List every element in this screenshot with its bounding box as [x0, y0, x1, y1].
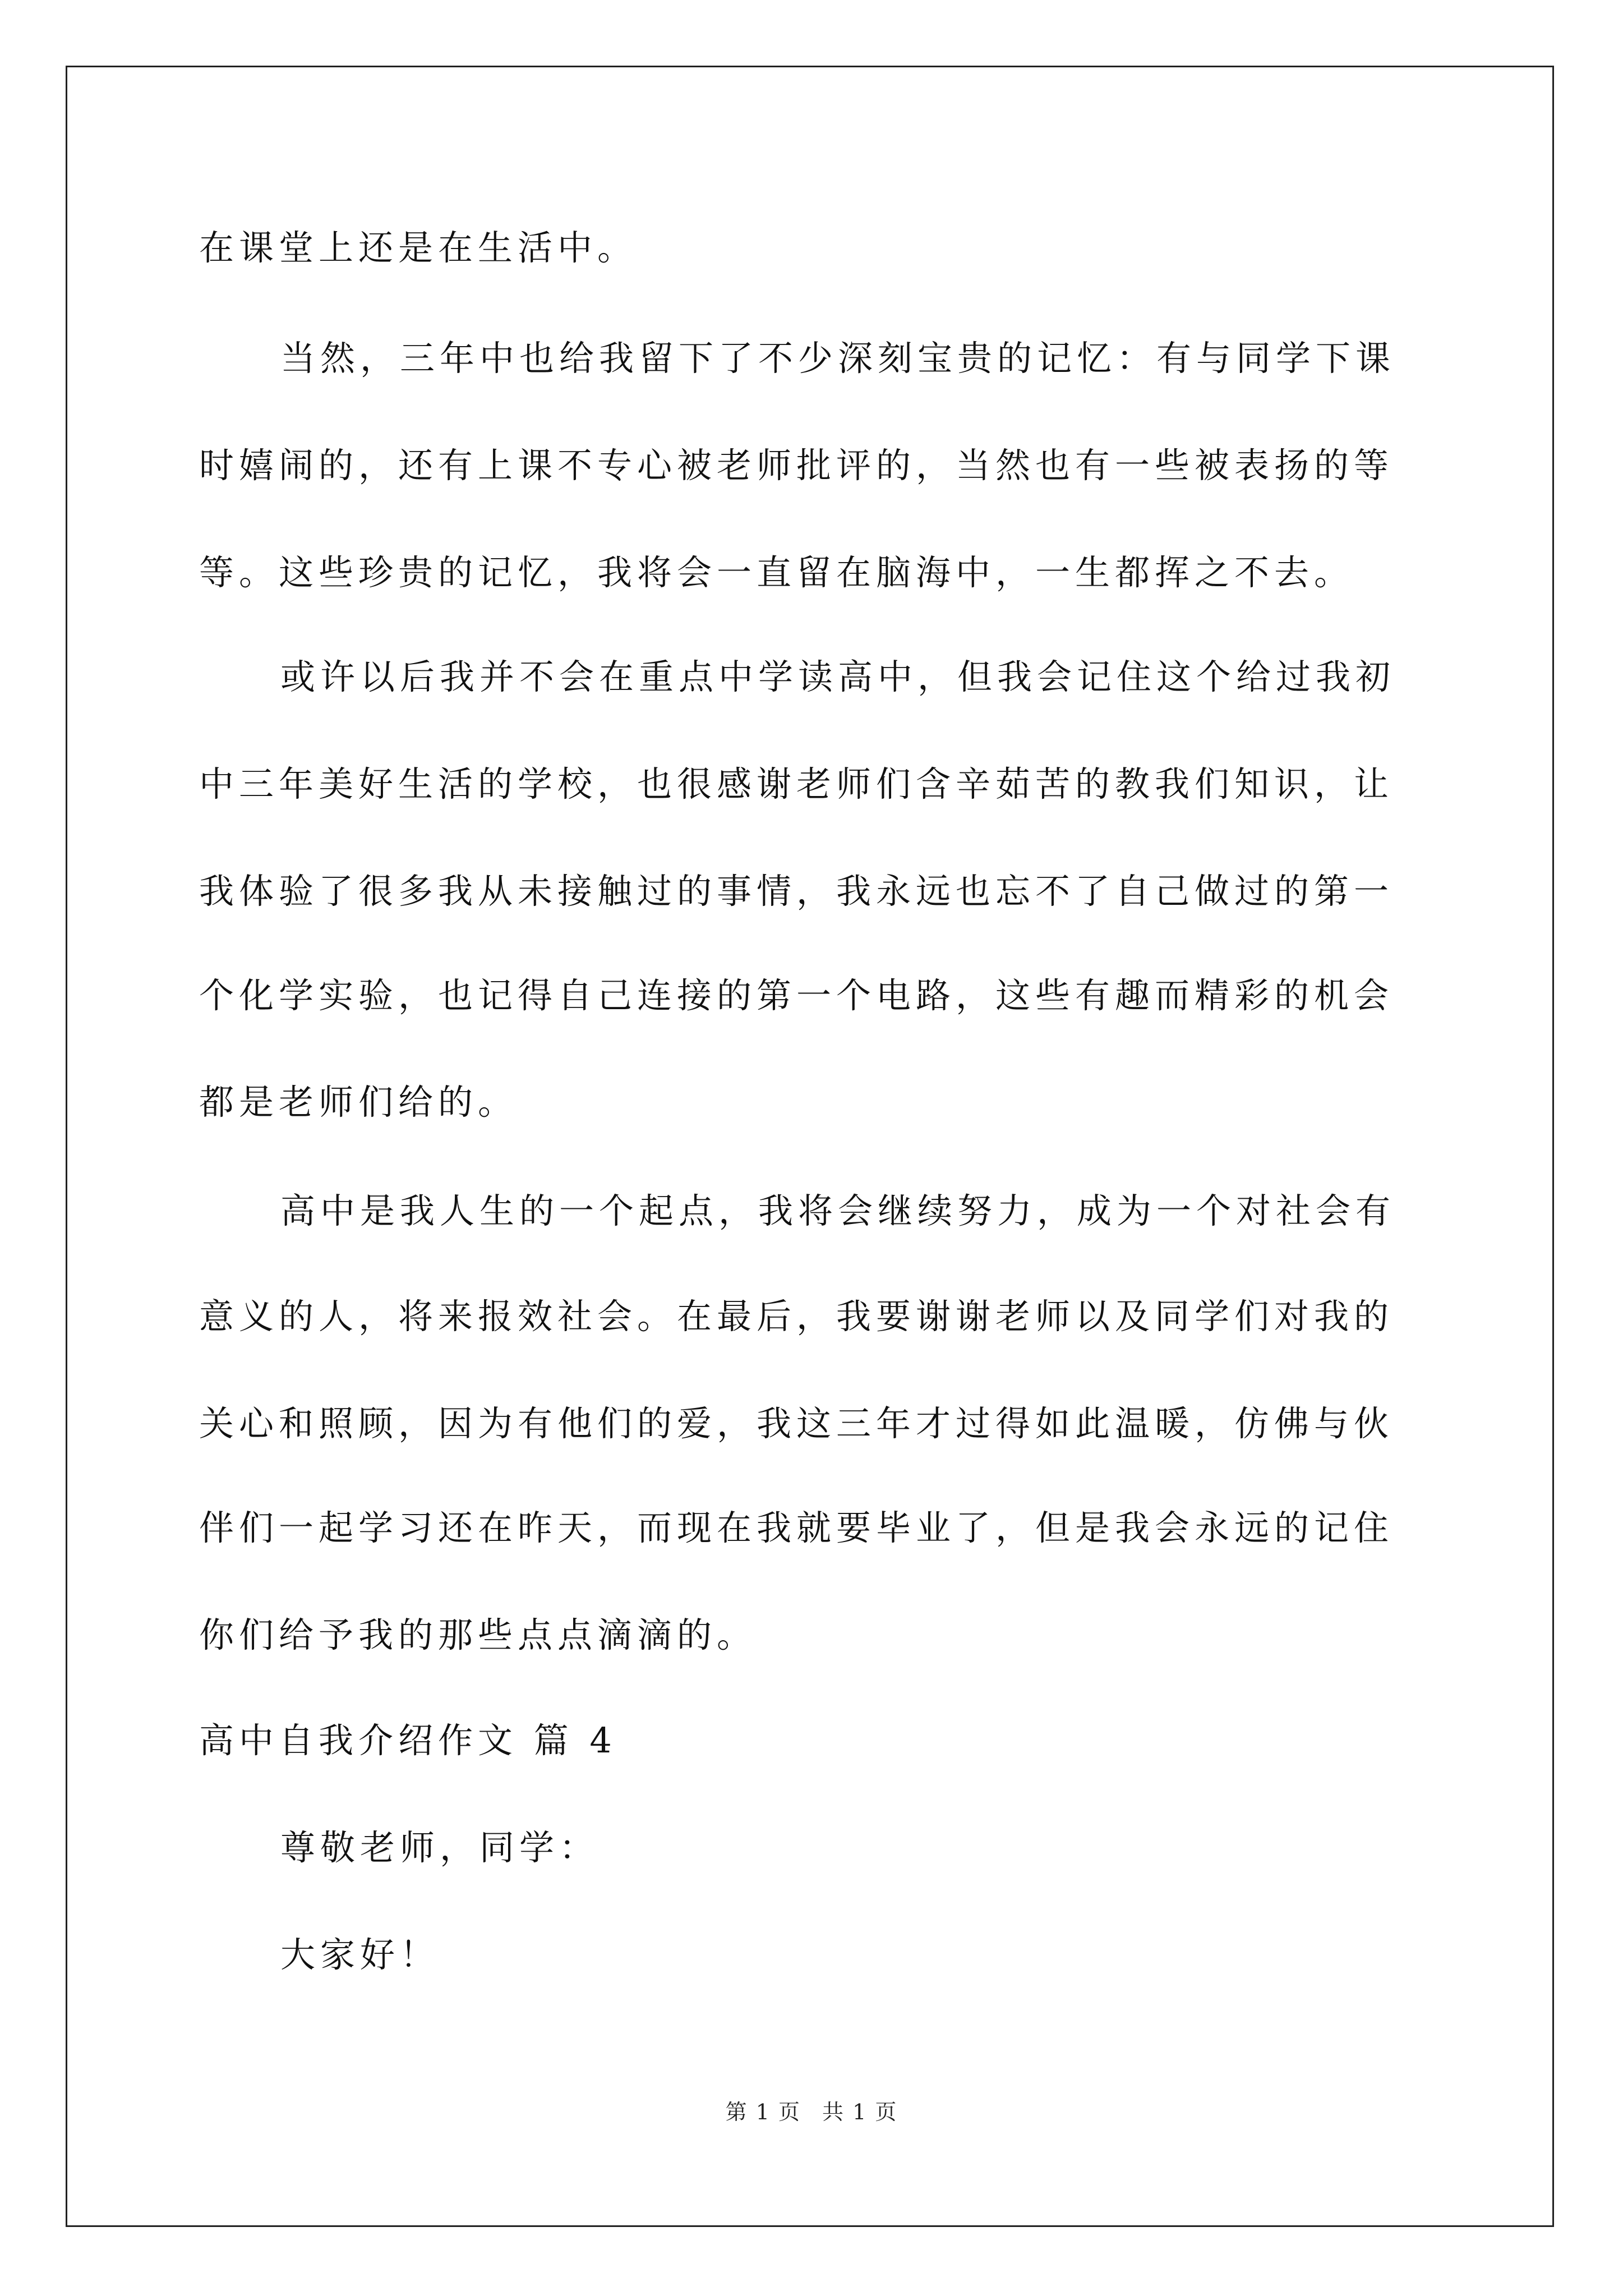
section-heading: 高中自我介绍作文 篇 4: [199, 1720, 617, 1761]
paragraph-3-line-1: 或许以后我并不会在重点中学读高中，但我会记住这个给过我初: [280, 656, 1396, 697]
paragraph-4-line-5: 你们给予我的那些点点滴滴的。: [199, 1614, 757, 1655]
paragraph-4-line-4: 伴们一起学习还在昨天，而现在我就要毕业了，但是我会永远的记住: [199, 1507, 1394, 1548]
paragraph-3-line-3: 我体验了很多我从未接触过的事情，我永远也忘不了自己做过的第一: [199, 871, 1394, 912]
salutation: 尊敬老师，同学：: [280, 1827, 600, 1868]
page-number: 第 1 页: [725, 2100, 801, 2124]
paragraph-4-line-3: 关心和照顾，因为有他们的爱，我这三年才过得如此温暖，仿佛与伙: [199, 1403, 1394, 1444]
paragraph-3-line-4: 个化学实验，也记得自己连接的第一个电路，这些有趣而精彩的机会: [199, 975, 1394, 1016]
page-border: [66, 66, 1554, 2227]
paragraph-4-line-1: 高中是我人生的一个起点，我将会继续努力，成为一个对社会有: [280, 1190, 1396, 1231]
text-line-1: 在课堂上还是在生活中。: [199, 227, 638, 268]
paragraph-3-line-2: 中三年美好生活的学校，也很感谢老师们含辛茹苦的教我们知识，让: [199, 763, 1394, 804]
greeting: 大家好！: [280, 1934, 440, 1975]
paragraph-4-line-2: 意义的人，将来报效社会。在最后，我要谢谢老师以及同学们对我的: [199, 1296, 1394, 1337]
page-total: 共 1 页: [822, 2100, 898, 2124]
paragraph-2-line-1: 当然，三年中也给我留下了不少深刻宝贵的记忆：有与同学下课: [280, 338, 1396, 379]
page-footer: [0, 2098, 1623, 2126]
paragraph-2-line-3: 等。这些珍贵的记忆，我将会一直留在脑海中，一生都挥之不去。: [199, 552, 1354, 593]
paragraph-3-line-5: 都是老师们给的。: [199, 1082, 518, 1122]
paragraph-2-line-2: 时嬉闹的，还有上课不专心被老师批评的，当然也有一些被表扬的等: [199, 445, 1394, 486]
